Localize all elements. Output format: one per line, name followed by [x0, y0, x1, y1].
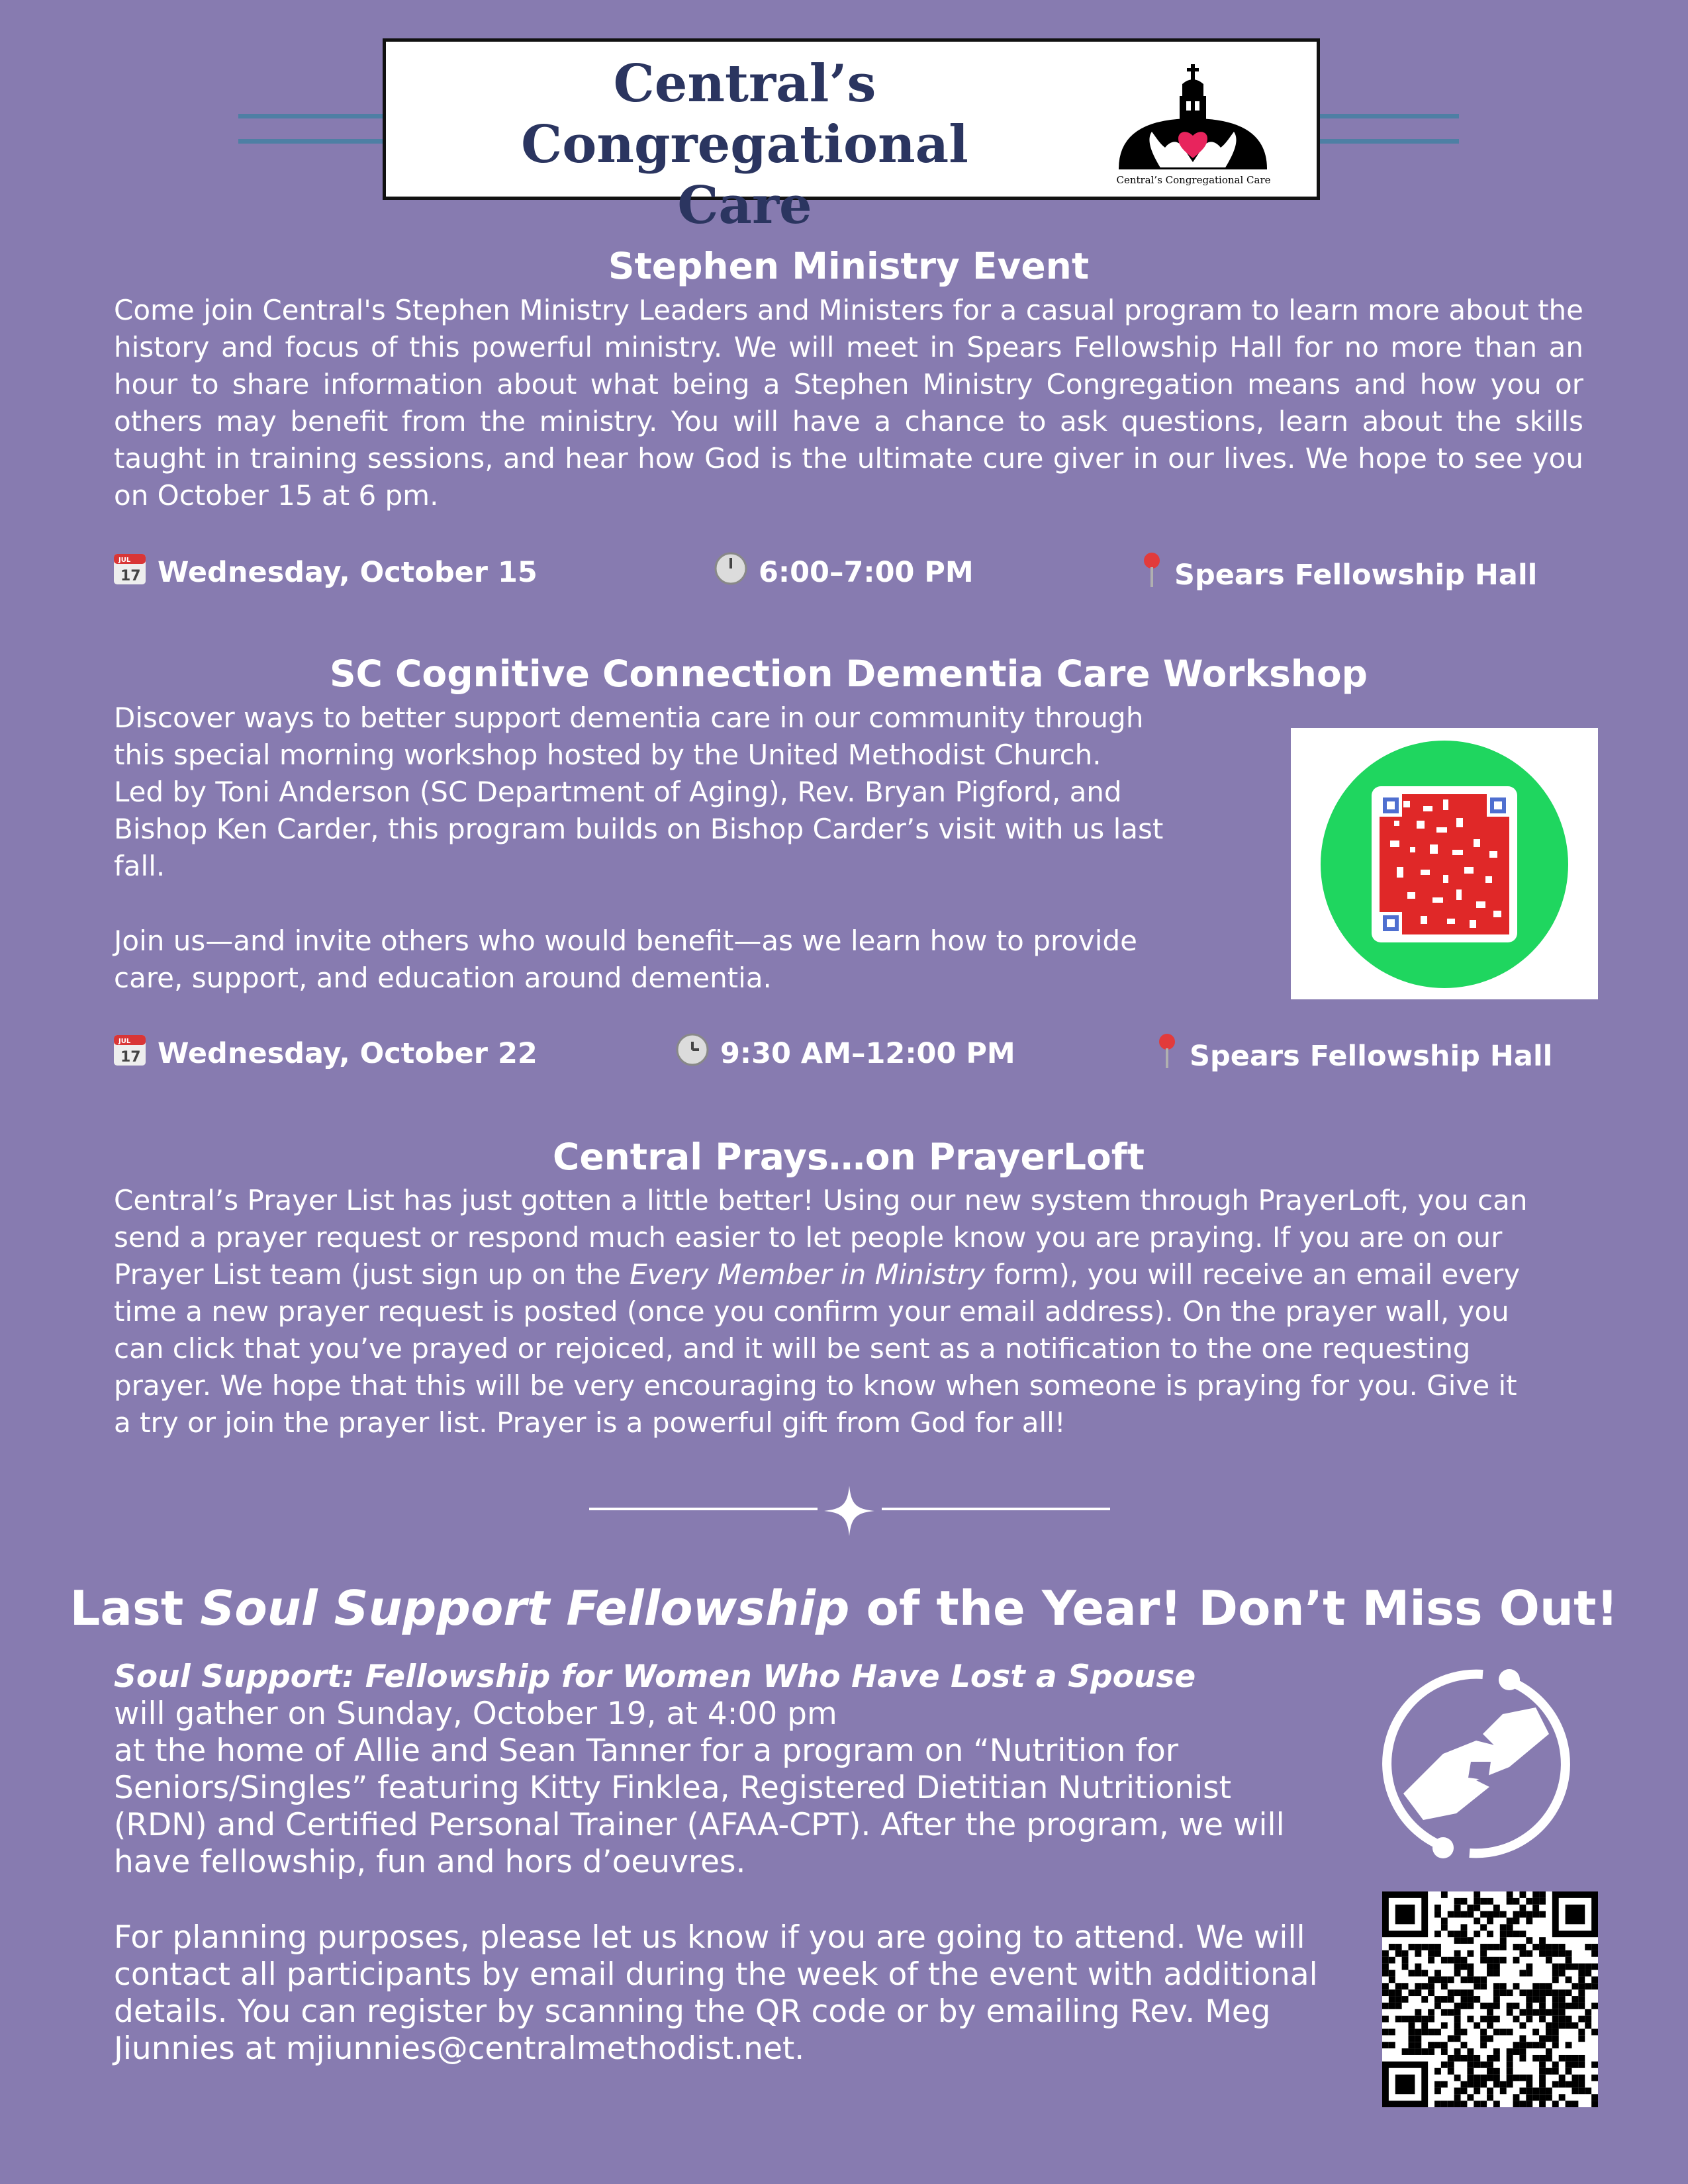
dementia-body-2 — [114, 923, 1266, 997]
qr-code-icon — [1291, 728, 1598, 999]
stephen-time-text: 6:00–7:00 PM — [759, 556, 974, 589]
stephen-title: Stephen Ministry Event — [608, 245, 1090, 287]
stephen-location-text: Spears Fellowship Hall — [1174, 559, 1538, 592]
soul-line: will gather on Sunday, October 19, at 4:00 pm — [114, 1696, 837, 1732]
header-rule-left-top — [238, 114, 383, 118]
calendar-icon — [113, 551, 147, 586]
header-rule-right-bottom — [1320, 139, 1459, 144]
stephen-date-text: Wednesday, October 15 — [158, 556, 538, 589]
soul-line: have fellowship, fun and hors d’oeuvres. — [114, 1844, 746, 1880]
soul-line: details. You can register by scanning the QR code or by emailing Rev. Meg — [114, 1993, 1271, 2030]
header-rule-left-bottom — [238, 139, 383, 144]
dementia-date-text: Wednesday, October 22 — [158, 1037, 538, 1070]
soul-body-1 — [114, 1659, 1345, 1881]
soul-support-title — [66, 1580, 1622, 1636]
dementia-date — [113, 1032, 538, 1072]
soul-body-2 — [114, 1919, 1345, 2068]
calendar-month: JUL — [118, 557, 131, 564]
soul-line: at the home of Allie and Sean Tanner for a program on “Nutrition for — [114, 1733, 1179, 1769]
prayer-line: time a new prayer request is posted (once you confirm your email address). On the prayer wall, you — [114, 1295, 1509, 1328]
soul-title-part: Last — [70, 1580, 201, 1636]
calendar-icon — [113, 1032, 147, 1067]
calendar-day: 17 — [120, 1049, 141, 1066]
sparkle-star-icon — [824, 1486, 874, 1536]
soul-title-part: of the Year! Don’t Miss Out! — [849, 1580, 1618, 1636]
soul-line: Seniors/Singles” featuring Kitty Finklea, Registered Dietitian Nutritionist — [114, 1770, 1232, 1806]
stephen-time — [714, 551, 974, 591]
dementia-line: care, support, and education around dementia. — [114, 962, 772, 994]
stephen-date — [113, 551, 538, 591]
pushpin-icon — [1140, 551, 1164, 588]
dementia-qr-code[interactable] — [1291, 728, 1598, 999]
soul-line: (RDN) and Certified Personal Trainer (AFAA-CPT). After the program, we will — [114, 1807, 1285, 1843]
prayer-line: a try or join the prayer list. Prayer is a powerful gift from God for all! — [114, 1406, 1066, 1439]
helping-hands-icon — [1377, 1661, 1575, 1866]
stephen-location — [1140, 551, 1537, 594]
soul-line: Jiunnies at mjiunnies@centralmethodist.net. — [114, 2030, 805, 2067]
dementia-title: SC Cognitive Connection Dementia Care Workshop — [329, 653, 1368, 695]
soul-line: For planning purposes, please let us know if you are going to attend. We will — [114, 1919, 1305, 1956]
dementia-location-text: Spears Fellowship Hall — [1190, 1040, 1553, 1073]
church-hands-heart-icon — [1104, 63, 1283, 175]
prayer-line: send a prayer request or respond much easier to let people know you are praying. If you are on our — [114, 1221, 1503, 1253]
prayer-line: prayer. We hope that this will be very encouraging to know when someone is praying for you. Give it — [114, 1369, 1517, 1402]
dementia-time — [675, 1032, 1015, 1072]
dementia-line: Discover ways to better support dementia care in our community through — [114, 702, 1144, 734]
stephen-body: Come join Central's Stephen Ministry Leaders and Ministers for a casual program to learn more about the history and focus of this powerful ministry. We will meet in Spears Fellowship Hall for no more than an hour to share information about what being a Stephen Ministry Congregation means and how you or others may benefit from the ministry. You will have a chance to ask questions, learn about the skills taught in training sessions, and hear how God is the ultimate cure giver in our lives. We hope to see you on October 15 at 6 pm. — [114, 294, 1583, 512]
congregational-care-logo — [1104, 63, 1283, 189]
dementia-line: fall. — [114, 850, 165, 882]
dementia-time-text: 9:30 AM–12:00 PM — [720, 1037, 1015, 1070]
pushpin-icon — [1155, 1032, 1179, 1069]
soul-subtitle: Soul Support: Fellowship for Women Who Have Lost a Spouse — [114, 1659, 1196, 1695]
prayer-line: Central’s Prayer List has just gotten a little better! Using our new system through PrayerLoft, you can — [114, 1184, 1528, 1216]
clock-icon — [675, 1032, 710, 1067]
registration-qr-code[interactable] — [1382, 1891, 1598, 2107]
prayer-body — [114, 1182, 1597, 1441]
dementia-line: Join us—and invite others who would benefit—as we learn how to provide — [114, 925, 1137, 957]
divider-line-left — [589, 1508, 818, 1510]
header-banner — [383, 38, 1320, 236]
dementia-location — [1155, 1032, 1552, 1075]
prayer-line-part: form), you will receive an email every — [985, 1258, 1521, 1291]
prayer-form-name: Every Member in Ministry — [630, 1258, 986, 1291]
banner-title-line2: Congregational Care — [521, 114, 968, 236]
header-rule-right-top — [1320, 114, 1459, 118]
soul-line: contact all participants by email during the week of the event with additional — [114, 1956, 1318, 1993]
calendar-day: 17 — [120, 568, 141, 584]
prayer-line-part: Prayer List team (just sign up on the — [114, 1258, 630, 1291]
clock-icon — [714, 551, 748, 586]
dementia-line: Led by Toni Anderson (SC Department of Aging), Rev. Bryan Pigford, and — [114, 776, 1122, 808]
prayer-line — [114, 1256, 1597, 1293]
dementia-line: this special morning workshop hosted by the United Methodist Church. — [114, 739, 1102, 771]
prayer-title: Central Prays…on PrayerLoft — [552, 1136, 1145, 1178]
dementia-body-1 — [114, 700, 1266, 885]
soul-title-italic: Soul Support Fellowship — [200, 1580, 850, 1636]
banner-title — [447, 54, 1043, 236]
calendar-month: JUL — [118, 1038, 131, 1045]
dementia-line: Bishop Ken Carder, this program builds on Bishop Carder’s visit with us last — [114, 813, 1164, 845]
logo-caption: Central’s Congregational Care — [1116, 174, 1271, 186]
banner-title-line1: Central’s — [613, 54, 876, 114]
divider-line-right — [882, 1508, 1110, 1510]
prayer-line: can click that you’ve prayed or rejoiced, and it will be sent as a notification to the one requesting — [114, 1332, 1471, 1365]
